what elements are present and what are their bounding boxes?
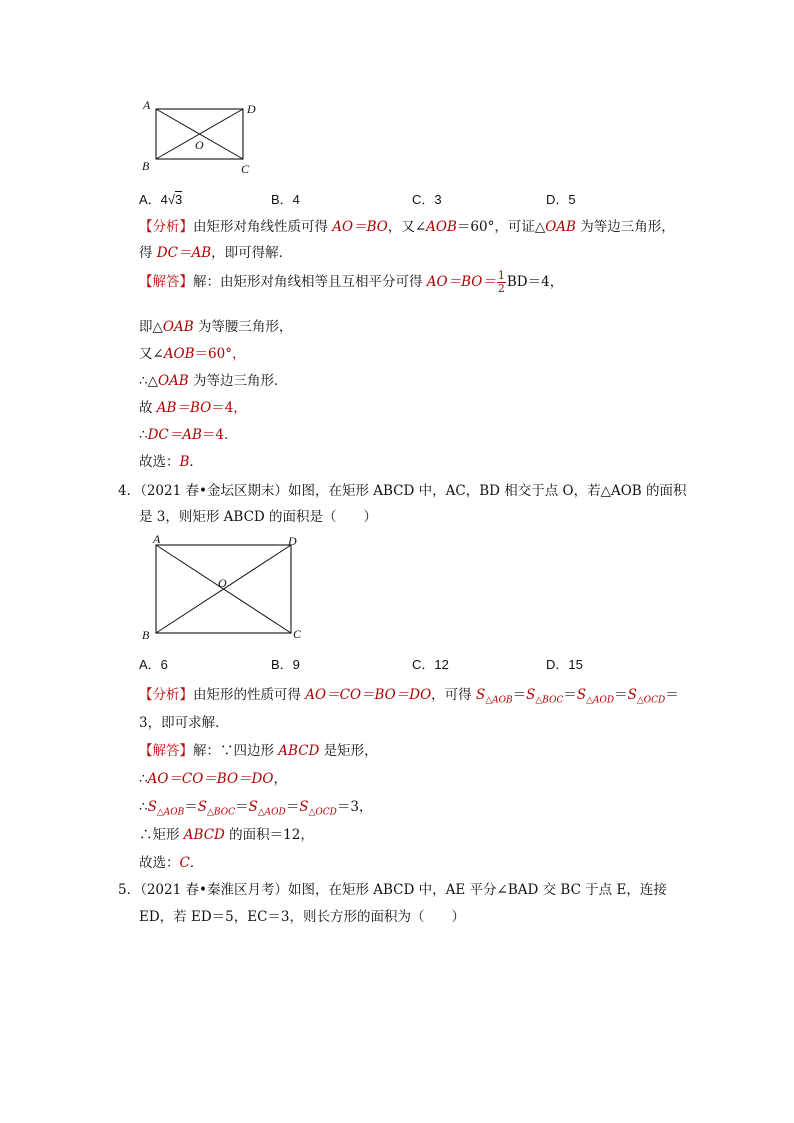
q4-answer-line5: 故选：C．	[139, 855, 204, 871]
q4-option-a: A．6	[139, 657, 168, 672]
q4-stem-line1: 4．（2021 春•金坛区期末）如图，在矩形 ABCD 中，AC，BD 相交于点 O，若△AOB 的面积	[118, 483, 687, 499]
label-b: B	[142, 159, 150, 173]
q3-answer-line7: 故选：B．	[139, 454, 203, 470]
option-c: C．3	[412, 192, 442, 207]
q3-analysis-line2: 得 DC＝AB，即可得解．	[139, 245, 293, 261]
q4-option-d: D．15	[546, 657, 583, 672]
q3-analysis-line1: 【分析】由矩形对角线性质可得 AO＝BO，又∠AOB＝60°，可证△OAB 为等边三角形，	[139, 219, 675, 235]
q4-analysis-line1: 【分析】由矩形的性质可得 AO＝CO＝BO＝DO，可得 $S_{\triangle AOB}=S_{\triangle BOC}=S_{\triangle AOD}=S_{\triangle OCD}=$	[139, 687, 679, 706]
option-a: A．4√3	[139, 192, 183, 207]
label-o: O	[195, 138, 204, 152]
q4-answer-line1: 【解答】解：∵四边形 ABCD 是矩形，	[139, 743, 378, 759]
q3-answer-line4: ∴△OAB 为等边三角形．	[139, 373, 288, 389]
option-d: D．5	[546, 192, 576, 207]
q3-answer-line6: ∴DC＝AB＝4．	[139, 427, 238, 443]
q5-stem-line1: 5．（2021 春•秦淮区月考）如图，在矩形 ABCD 中，AE 平分∠BAD 交 BC 于点 E，连接	[118, 882, 667, 898]
sqrt-three: √	[167, 192, 176, 207]
q4-answer-line4: ∴矩形 ABCD 的面积＝12，	[139, 827, 314, 843]
q3-answer-line3: 又∠AOB＝60°，	[139, 346, 246, 362]
option-b: B．4	[271, 192, 300, 207]
label-a: A	[143, 98, 151, 112]
q3-answer-line2: 即△OAB 为等腰三角形，	[139, 319, 293, 335]
label-b: B	[142, 628, 150, 642]
q4-answer-line3: $\therefore S_{\triangle AOB}=S_{\triangle BOC}=S_{\triangle AOD}=S_{\triangle OCD}=3$，	[139, 799, 373, 818]
label-c: C	[293, 627, 302, 641]
q4-option-c: C．12	[412, 657, 449, 672]
q3-answer-line5: 故 AB＝BO＝4，	[139, 400, 247, 416]
q4-analysis-line2: 3，即可求解．	[139, 715, 229, 731]
label-a: A	[153, 532, 161, 546]
fraction-half: $\frac{1}{2}$	[497, 269, 505, 295]
q3-answer-line1: 【解答】解：由矩形对角线相等且互相平分可得 AO＝BO＝ $\frac{1}{2}$ BD＝4，	[139, 269, 564, 295]
q5-stem-line2: ED，若 ED＝5，EC＝3，则长方形的面积为（ ）	[139, 909, 466, 925]
q4-stem-line2: 是 3，则矩形 ABCD 的面积是（ ）	[139, 509, 378, 525]
label-d: D	[247, 102, 256, 116]
figure-rectangle-q3	[135, 96, 265, 176]
label-c: C	[241, 162, 250, 176]
figure-rectangle-q4	[135, 530, 315, 645]
label-d: D	[288, 534, 297, 548]
label-o: O	[218, 576, 227, 590]
q4-option-b: B．9	[271, 657, 300, 672]
q4-answer-line2: ∴AO＝CO＝BO＝DO，	[139, 771, 287, 787]
